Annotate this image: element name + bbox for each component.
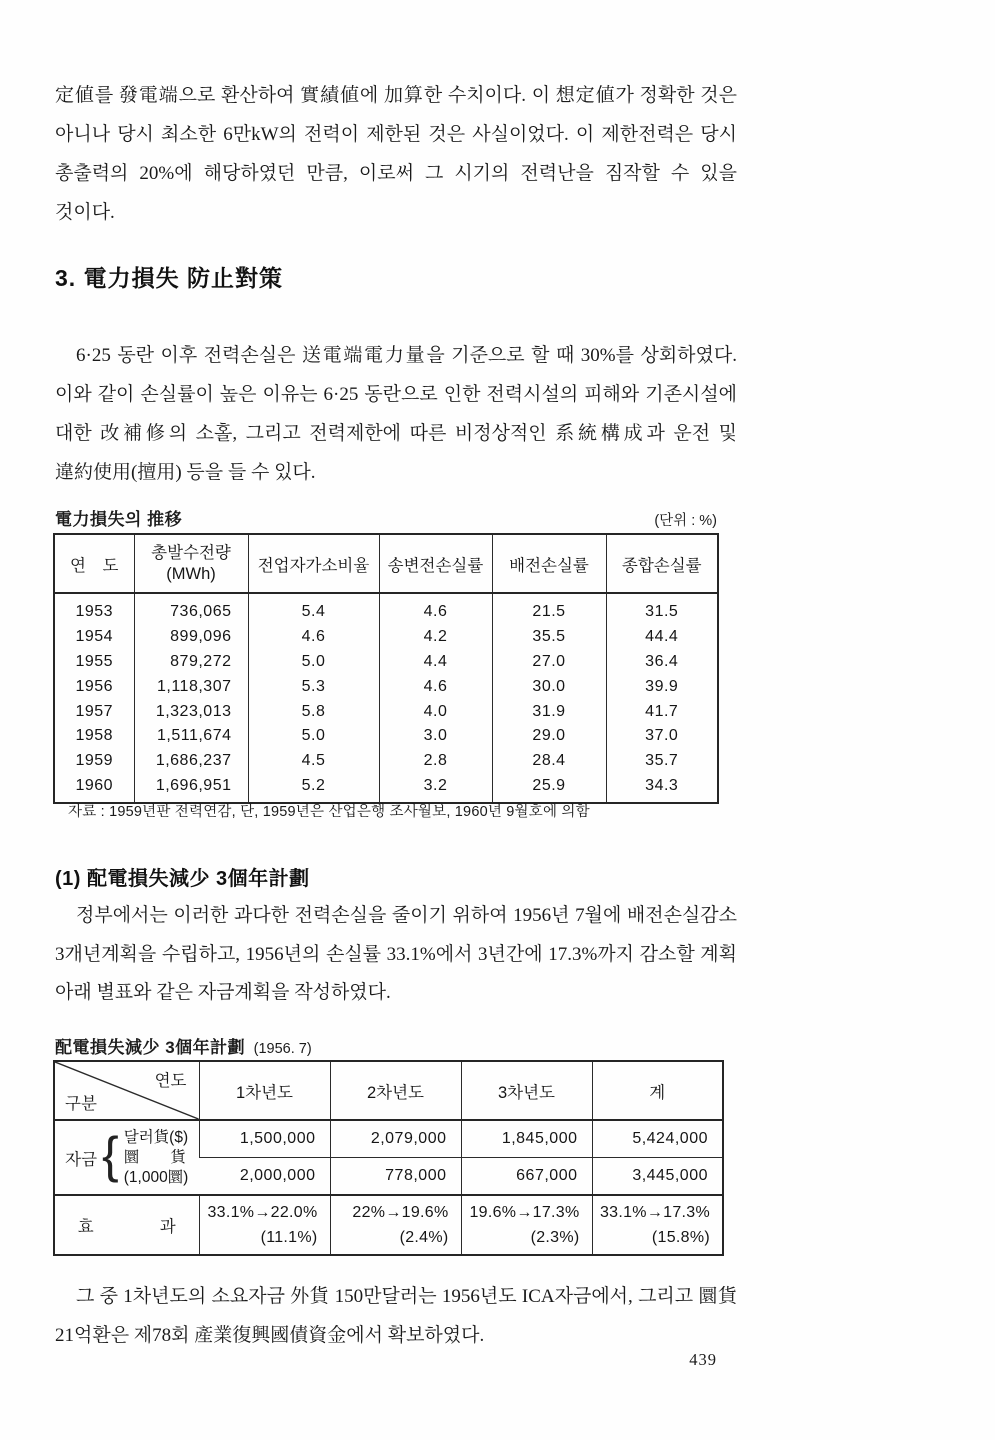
header-row <box>54 534 718 593</box>
effect-value-total: 33.1%→17.3% (15.8%) <box>592 1195 723 1255</box>
subsection-paragraph: 정부에서는 이러한 과다한 전력손실을 줄이기 위하여 1956년 7월에 배전손실감소 3개년계획을 수립하고, 1956년의 손실률 33.1%에서 3년간에 17.3%까지 감소할 계획 아래 별표와 같은 자금계획을 작성하였다. <box>55 905 737 1003</box>
cell-year: 1954 <box>75 628 114 646</box>
table-row <box>54 593 718 625</box>
cell-transmission-loss: 4.6 <box>379 593 492 625</box>
cell-distribution-loss: 29.0 <box>492 724 606 749</box>
col-header-total-loss: 종합손실률 <box>606 534 718 593</box>
cell-distribution-loss: 31.9 <box>492 699 606 724</box>
col-header-generation: 총발수전량 (MWh) <box>134 534 248 593</box>
cell-generation: 1,686,237 <box>134 749 248 774</box>
diag-header-category: 구분 <box>65 1095 97 1113</box>
table-row <box>54 699 718 724</box>
hwan-value-y3: 667,000 <box>461 1158 592 1196</box>
col-header-total: 계 <box>592 1061 723 1120</box>
dollar-value-y2: 2,079,000 <box>330 1120 461 1158</box>
cell-self-consumption: 4.6 <box>248 625 379 650</box>
table-row <box>54 674 718 699</box>
cell-year: 1959 <box>75 752 114 770</box>
effect-value-y3: 19.6%→17.3% (2.3%) <box>461 1195 592 1255</box>
cell-year: 1960 <box>75 776 114 794</box>
diagonal-header-cell <box>54 1061 199 1120</box>
hwan-unit-label: (1,000圜) <box>123 1168 189 1186</box>
cell-total-loss: 44.4 <box>606 625 718 650</box>
col-header-transmission-loss: 송변전손실률 <box>379 534 492 593</box>
cell-year: 1956 <box>75 677 114 695</box>
cell-generation: 899,096 <box>134 625 248 650</box>
col-header-distribution-loss: 배전손실률 <box>492 534 606 593</box>
cell-self-consumption: 5.2 <box>248 774 379 804</box>
plan-table <box>53 1060 724 1256</box>
cell-total-loss: 41.7 <box>606 699 718 724</box>
power-loss-table <box>53 533 719 804</box>
diag-header-year: 연도 <box>154 1072 187 1090</box>
effect-value-y1: 33.1%→22.0% (11.1%) <box>199 1195 330 1255</box>
funds-group-label: 자금 <box>65 1150 98 1169</box>
table-row <box>54 724 718 749</box>
col-header-year: 연 도 <box>54 534 134 593</box>
plan-table-date: (1956. 7) <box>253 1041 312 1057</box>
cell-total-loss: 37.0 <box>606 724 718 749</box>
table-source-note: 자료 : 1959년판 전력연감, 단, 1959년은 산업은행 조사월보, 1960년 9월호에 의함 <box>68 804 590 820</box>
effect-label: 효 과 <box>54 1195 199 1255</box>
cell-generation: 879,272 <box>134 650 248 675</box>
cell-total-loss: 36.4 <box>606 650 718 675</box>
cell-total-loss: 39.9 <box>606 674 718 699</box>
hwan-value-y2: 778,000 <box>330 1158 461 1196</box>
col-header-year2: 2차년도 <box>330 1061 461 1120</box>
cell-generation: 1,118,307 <box>134 674 248 699</box>
table-row <box>54 749 718 774</box>
cell-self-consumption: 4.5 <box>248 749 379 774</box>
section-heading: 3. 電力損失 防止對策 <box>55 265 283 291</box>
cell-transmission-loss: 4.0 <box>379 699 492 724</box>
table-row <box>54 625 718 650</box>
cell-generation: 1,696,951 <box>134 774 248 804</box>
subsection-heading: (1) 配電損失減少 3個年計劃 <box>55 868 310 890</box>
cell-transmission-loss: 4.6 <box>379 674 492 699</box>
col-header-self-consumption: 전업자가소비율 <box>248 534 379 593</box>
brace-glyph: { <box>102 1127 119 1183</box>
cell-year: 1957 <box>75 702 114 720</box>
power-loss-table-title: 電力損失의 推移 <box>55 510 183 529</box>
table-row <box>54 650 718 675</box>
cell-self-consumption: 5.4 <box>248 593 379 625</box>
cell-year: 1958 <box>75 727 114 745</box>
intro-paragraph: 定値를 發電端으로 환산하여 實績値에 加算한 수치이다. 이 想定値가 정확한 것은 아니나 당시 최소한 6만kW의 전력이 제한된 것은 사실이었다. 이 제한전력은 당시 총출력의 20%에 해당하였던 만큼, 이로써 그 시기의 전력난을 짐작할 수 있을 것이다. <box>55 85 737 223</box>
cell-transmission-loss: 4.2 <box>379 625 492 650</box>
cell-distribution-loss: 30.0 <box>492 674 606 699</box>
page-number: 439 <box>689 1350 717 1369</box>
cell-distribution-loss: 27.0 <box>492 650 606 675</box>
dollar-value-y3: 1,845,000 <box>461 1120 592 1158</box>
dollar-row-label: 달러貨($) <box>123 1128 189 1146</box>
col-header-year3: 3차년도 <box>461 1061 592 1120</box>
effect-value-y2: 22%→19.6% (2.4%) <box>330 1195 461 1255</box>
cell-total-loss: 34.3 <box>606 774 718 804</box>
power-loss-table-unit-label: (단위 : %) <box>654 513 717 529</box>
table-row <box>54 774 718 804</box>
cell-total-loss: 35.7 <box>606 749 718 774</box>
cell-generation: 1,323,013 <box>134 699 248 724</box>
cell-total-loss: 31.5 <box>606 593 718 625</box>
cell-distribution-loss: 35.5 <box>492 625 606 650</box>
dollar-value-total: 5,424,000 <box>592 1120 723 1158</box>
cell-distribution-loss: 21.5 <box>492 593 606 625</box>
cell-generation: 736,065 <box>134 593 248 625</box>
closing-paragraph: 그 중 1차년도의 소요자금 外貨 150만달러는 1956년도 ICA자금에서, 그리고 圜貨 21억환은 제78회 產業復興國債資金에서 확보하였다. <box>55 1286 737 1346</box>
cell-distribution-loss: 28.4 <box>492 749 606 774</box>
hwan-value-y1: 2,000,000 <box>199 1158 330 1196</box>
header-row <box>54 1061 723 1120</box>
cell-year: 1955 <box>75 652 114 670</box>
effect-row <box>54 1195 723 1255</box>
funds-dollar-row <box>54 1120 723 1158</box>
power-loss-table-caption <box>55 505 717 530</box>
cell-year: 1953 <box>75 603 114 621</box>
cell-self-consumption: 5.3 <box>248 674 379 699</box>
cell-generation: 1,511,674 <box>134 724 248 749</box>
section-paragraph: 6·25 동란 이후 전력손실은 送電端電力量을 기준으로 할 때 30%를 상회하였다. 이와 같이 손실률이 높은 이유는 6·25 동란으로 인한 전력시설의 피해와 기존시설에 대한 改補修의 소홀, 그리고 전력제한에 따른 비정상적인 系統構成과 운전 및 違約使用(擅用) 등을 들 수 있다. <box>55 345 737 483</box>
hwan-value-total: 3,445,000 <box>592 1158 723 1196</box>
plan-table-caption <box>55 1033 312 1058</box>
plan-table-title: 配電損失減少 3個年計劃 <box>55 1038 246 1057</box>
cell-self-consumption: 5.0 <box>248 650 379 675</box>
col-header-year1: 1차년도 <box>199 1061 330 1120</box>
funds-group-label-cell <box>54 1120 199 1195</box>
cell-transmission-loss: 3.0 <box>379 724 492 749</box>
cell-self-consumption: 5.0 <box>248 724 379 749</box>
cell-distribution-loss: 25.9 <box>492 774 606 804</box>
dollar-value-y1: 1,500,000 <box>199 1120 330 1158</box>
hwan-row-label: 圜 貨 <box>123 1148 186 1166</box>
cell-self-consumption: 5.8 <box>248 699 379 724</box>
cell-transmission-loss: 3.2 <box>379 774 492 804</box>
cell-transmission-loss: 2.8 <box>379 749 492 774</box>
cell-transmission-loss: 4.4 <box>379 650 492 675</box>
